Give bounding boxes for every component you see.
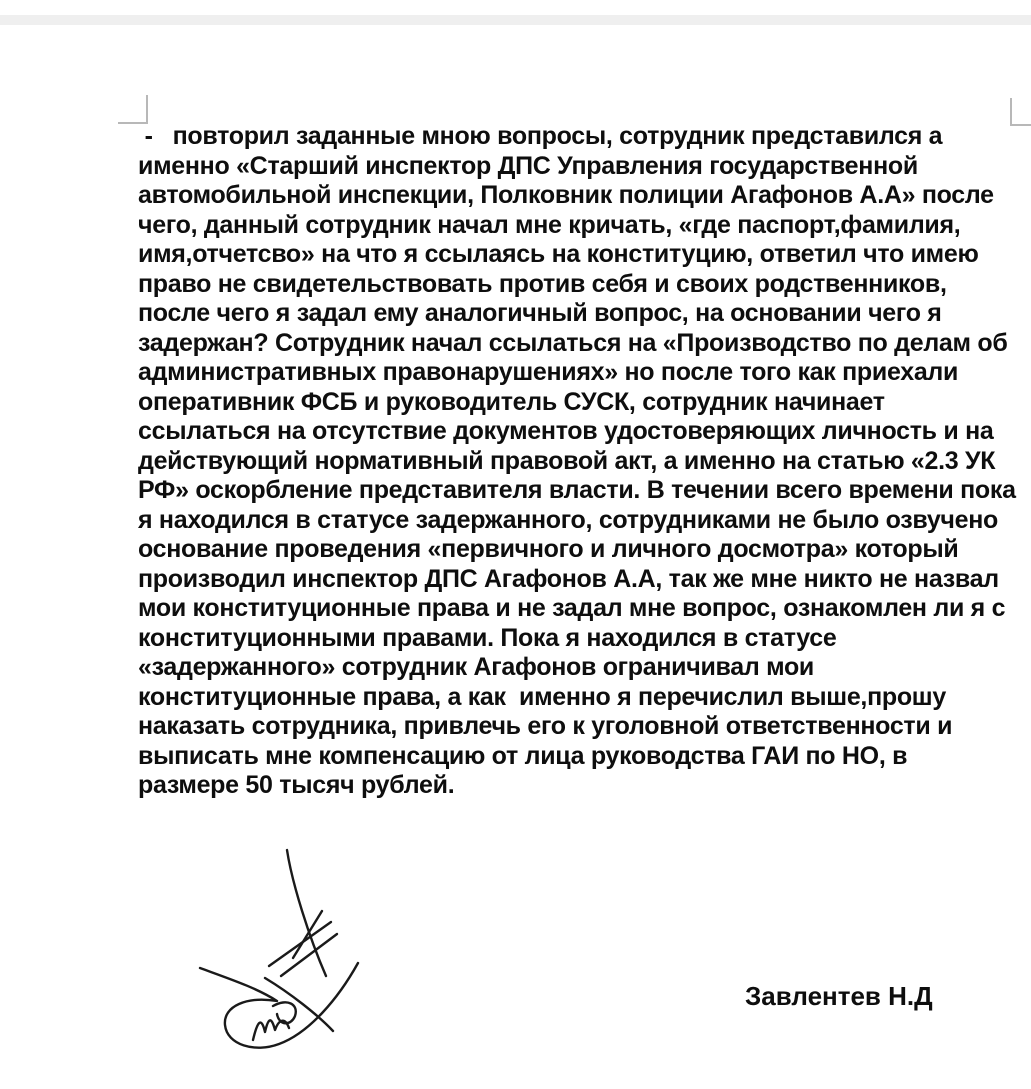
text-line: автомобильной инспекции, Полковник полиции Агафонов А.А» после (138, 181, 994, 209)
text-line: размере 50 тысяч рублей. (138, 771, 455, 799)
text-line: я находился в статусе задержанного, сотрудниками не было озвучено (138, 505, 999, 534)
text-line: после чего я задал ему аналогичный вопрос, на основании чего я (138, 299, 942, 327)
page-top-strip (0, 15, 1031, 25)
handwritten-signature-icon (195, 845, 370, 1060)
text-line: действующий нормативный правовой акт, а именно на статью «2.3 УК (138, 446, 996, 475)
complaint-body-text (138, 122, 1018, 801)
text-line: РФ» оскорбление представителя власти. В течении всего времени пока (138, 476, 1016, 504)
text-line: задержан? Сотрудник начал ссылаться на «Производство по делам об (138, 328, 1008, 357)
text-line: «задержанного» сотрудник Агафонов ограничивал мои (138, 653, 814, 681)
text-line: именно «Старший инспектор ДПС Управления государственной (138, 151, 918, 180)
text-line: право не свидетельствовать против себя и своих родственников, (138, 269, 947, 298)
text-line: наказать сотрудника, привлечь его к уголовной ответственности и (138, 712, 953, 740)
text-line: - повторил заданные мною вопросы, сотрудник представился а (138, 122, 943, 150)
text-line: конституционными правами. Пока я находился в статусе (138, 623, 837, 652)
text-line: мои конституционные права и не задал мне вопрос, ознакомлен ли я с (138, 594, 1006, 622)
text-line: ссылаться на отсутствие документов удостоверяющих личность и на (138, 417, 994, 445)
text-line: имя,отчетсво» на что я ссылаясь на конституцию, ответил что имею (138, 240, 979, 268)
text-line: производил инспектор ДПС Агафонов А.А, так же мне никто не назвал (138, 564, 999, 593)
text-line: административных правонарушениях» но после того как приехали (138, 358, 959, 386)
text-line: чего, данный сотрудник начал мне кричать, «где паспорт,фамилия, (138, 210, 961, 239)
signatory-name: Завлентев Н.Д (745, 981, 933, 1011)
text-boundary-mark-top-left-icon (118, 95, 148, 124)
text-line: выписать мне компенсацию от лица руководства ГАИ по НО, в (138, 741, 908, 770)
text-line: основание проведения «первичного и личного досмотра» который (138, 535, 959, 563)
text-line: оперативник ФСБ и руководитель СУСК, сотрудник начинает (138, 387, 885, 416)
text-line: конституционные права, а как именно я перечислил выше,прошу (138, 682, 946, 711)
